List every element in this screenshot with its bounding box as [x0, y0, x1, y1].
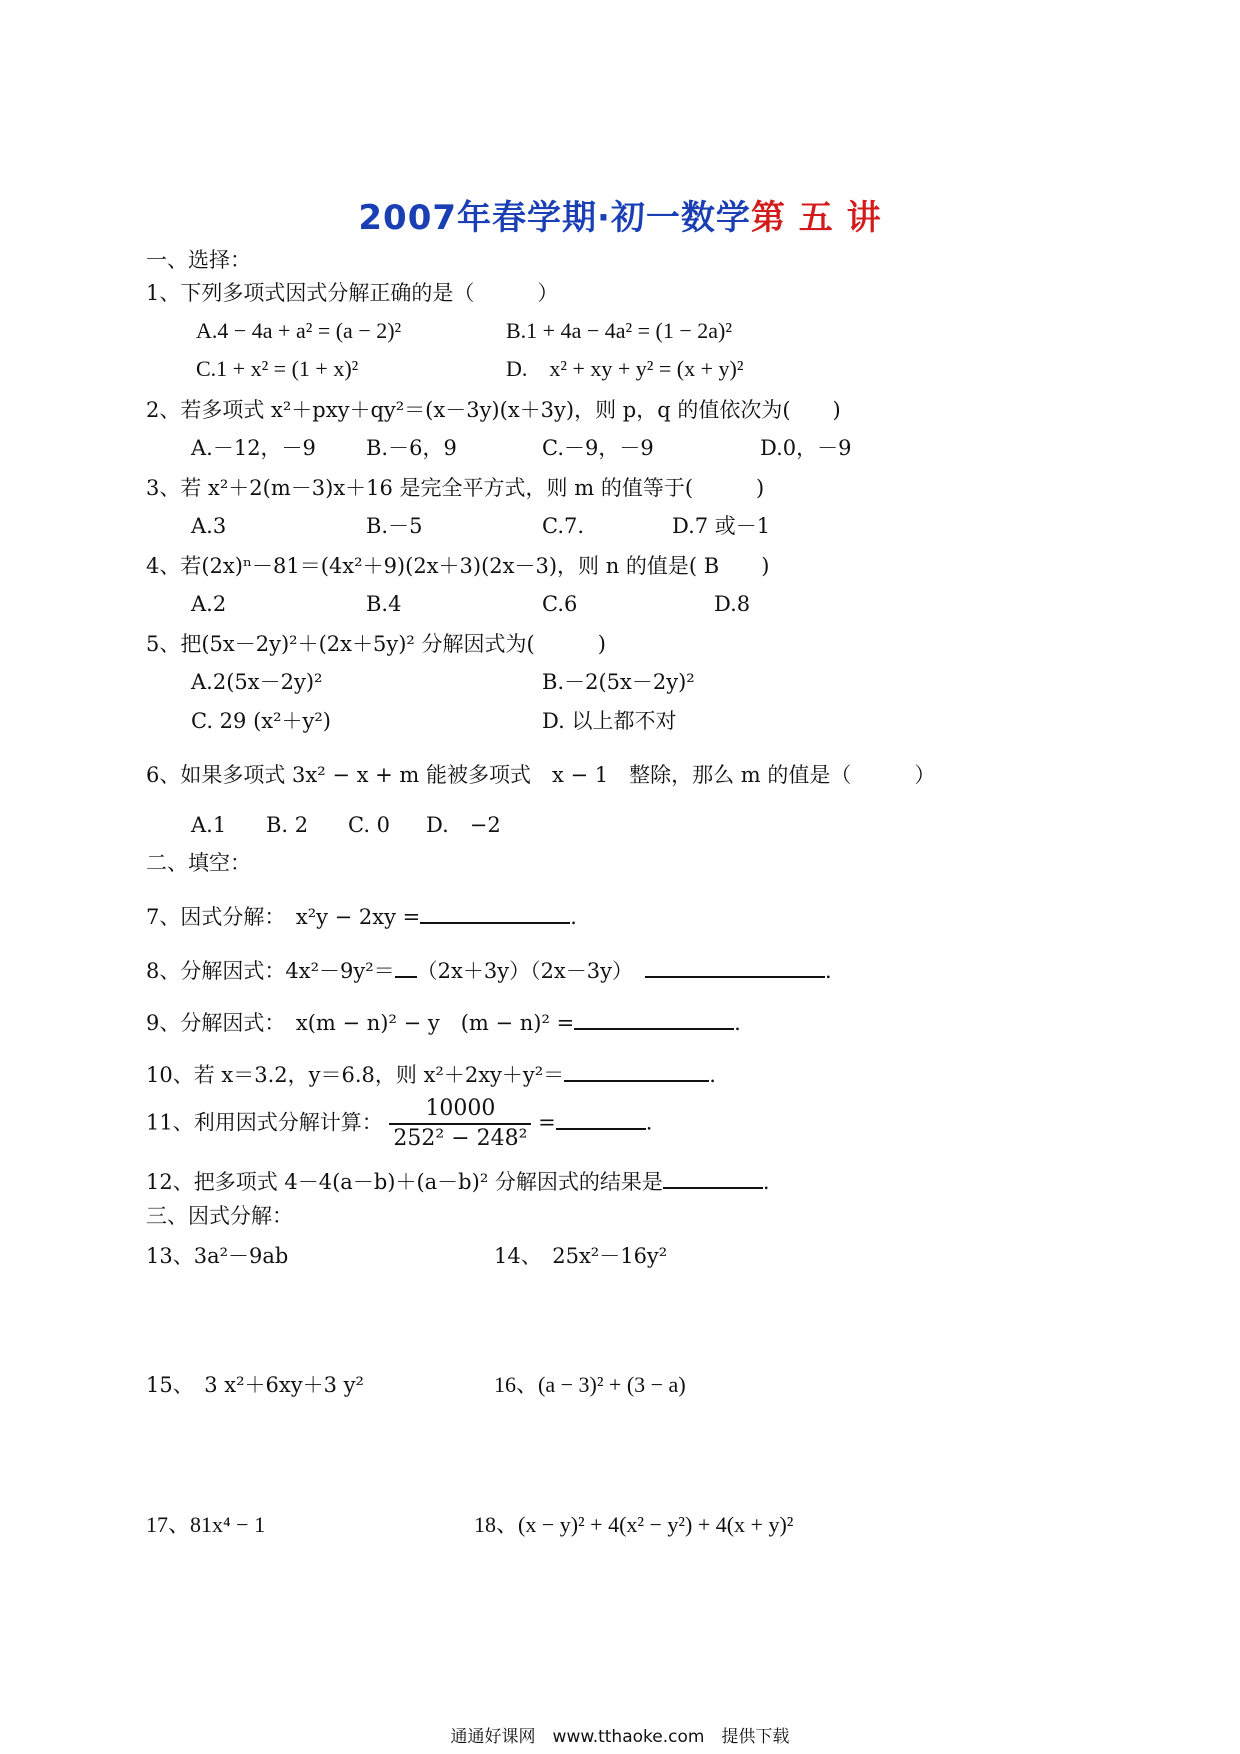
q6-option-c: C. 0 [348, 813, 391, 837]
q4-option-a: A.2 [191, 592, 227, 616]
q9-row: 9、分解因式： x(m − n)² − y (m − n)² = . [146, 1006, 741, 1037]
q2-option-a: A.－12，－9 [191, 436, 316, 460]
q5-option-c: C. 29 (x²＋y²) [191, 709, 331, 733]
q7-answer-blank[interactable] [420, 900, 570, 924]
q18: 18、(x − y)² + 4(x² − y²) + 4(x + y)² [474, 1512, 794, 1537]
q7-row: 7、因式分解： x²y − 2xy = . [146, 900, 577, 931]
q10-stem: 10、若 x＝3.2，y＝6.8，则 x²＋2xy＋y²＝ [146, 1063, 565, 1087]
section-choice-heading: 一、选择： [146, 248, 251, 272]
q4-option-c: C.6 [542, 592, 578, 616]
q5-stem: 5、把(5x－2y)²＋(2x＋5y)² 分解因式为( ) [146, 632, 606, 656]
q4-stem: 4、若(2x)ⁿ－81＝(4x²＋9)(2x＋3)(2x－3)，则 n 的值是( B ) [146, 554, 770, 578]
q4-option-b: B.4 [366, 592, 402, 616]
q2-stem: 2、若多项式 x²＋pxy＋qy²＝(x－3y)(x＋3y)，则 p，q 的值依次为( ) [146, 398, 841, 422]
q8-stem: 8、分解因式：4x²－9y²＝ [146, 959, 395, 983]
q10-row: 10、若 x＝3.2，y＝6.8，则 x²＋2xy＋y²＝ . [146, 1058, 716, 1089]
q3-option-a: A.3 [191, 514, 227, 538]
page-title [0, 190, 1240, 239]
q11-fraction [389, 1095, 531, 1153]
q8-answer: （2x＋3y）（2x－3y） [416, 959, 633, 983]
q12-answer-blank[interactable] [663, 1165, 763, 1189]
q5-option-b: B.－2(5x－2y)² [542, 670, 695, 694]
q1-option-b: B.1 + 4a − 4a² = (1 − 2a)² [506, 318, 732, 343]
section-factor-heading: 三、因式分解： [146, 1204, 293, 1228]
q3-option-b: B.－5 [366, 514, 423, 538]
q2-option-d: D.0，－9 [760, 436, 852, 460]
q11-denominator: 252² − 248² [393, 1126, 528, 1151]
q1-option-d: D. x² + xy + y² = (x + y)² [506, 356, 744, 381]
q1-stem: 1、下列多项式因式分解正确的是（ ） [146, 281, 559, 305]
q10-answer-blank[interactable] [564, 1058, 709, 1082]
q2-option-b: B.－6，9 [366, 436, 457, 460]
q12-row: 12、把多项式 4－4(a－b)＋(a－b)² 分解因式的结果是 . [146, 1165, 770, 1196]
q11-row: 11、利用因式分解计算： $\frac{10000}{\text{252² − 248²}}$ = . [146, 1096, 653, 1151]
title-main: 2007年春学期·初一数学 [358, 198, 751, 238]
q14: 14、 25x²－16y² [494, 1244, 668, 1268]
q3-stem: 3、若 x²＋2(m－3)x＋16 是完全平方式，则 m 的值等于( ) [146, 476, 765, 500]
q5-option-d: D. 以上都不对 [542, 709, 677, 733]
q4-option-d: D.8 [714, 592, 751, 616]
section-fill-heading: 二、填空： [146, 851, 251, 875]
q3-option-c: C.7. [542, 514, 585, 538]
q11-stem: 11、利用因式分解计算： [146, 1110, 383, 1135]
q11-answer-blank[interactable] [556, 1106, 646, 1130]
q11-numerator: 10000 [389, 1095, 531, 1125]
q9-answer-blank[interactable] [574, 1006, 734, 1030]
q5-option-a: A.2(5x－2y)² [191, 670, 323, 694]
q8-answer-blank[interactable] [645, 954, 825, 978]
q17: 17、81x⁴ − 1 [146, 1512, 266, 1537]
q16: 16、(a − 3)² + (3 − a) [494, 1372, 686, 1397]
q6-option-d: D. −2 [426, 813, 501, 837]
q2-option-c: C.－9，－9 [542, 436, 654, 460]
q6-stem: 6、如果多项式 3x² − x + m 能被多项式 x − 1 整除，那么 m 的值是（ ） [146, 763, 936, 787]
q7-stem: 7、因式分解： x²y − 2xy = [146, 905, 421, 929]
q11-equals: = [538, 1110, 556, 1135]
q3-option-d: D.7 或－1 [672, 514, 771, 538]
q6-option-b: B. 2 [266, 813, 309, 837]
q1-option-a: A.4 − 4a + a² = (a − 2)² [196, 318, 402, 343]
q8-row: 8、分解因式：4x²－9y²＝ （2x＋3y）（2x－3y） . [146, 954, 832, 985]
q13: 13、3a²－9ab [146, 1244, 289, 1268]
q8-blank-short[interactable] [395, 954, 417, 978]
q6-option-a: A.1 [191, 813, 227, 837]
q9-stem: 9、分解因式： x(m − n)² − y (m − n)² = [146, 1011, 575, 1035]
title-lecture: 第 五 讲 [750, 198, 882, 238]
q1-option-c: C.1 + x² = (1 + x)² [196, 356, 359, 381]
q15: 15、 3 x²＋6xy＋3 y² [146, 1373, 364, 1397]
footer-credit: 通通好课网 www.tthaoke.com 提供下载 [450, 1727, 790, 1747]
q12-stem: 12、把多项式 4－4(a－b)＋(a－b)² 分解因式的结果是 [146, 1170, 663, 1194]
